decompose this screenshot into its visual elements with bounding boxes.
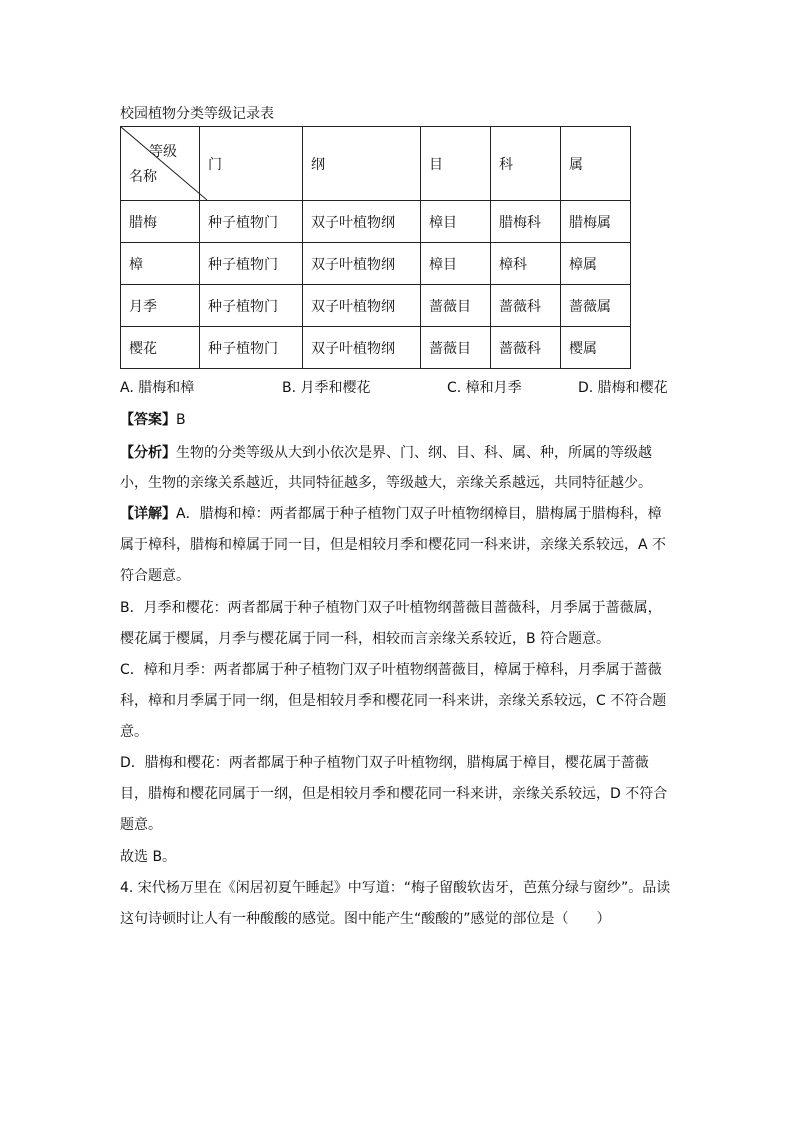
table-cell: 双子叶植物纲 [303,285,421,327]
header-genus: 属 [561,127,631,201]
detail-b-line-1: B．月季和樱花：两者都属于种子植物门双子叶植物纲蔷薇目蔷薇科，月季属于蔷薇属， [120,600,662,616]
table-cell: 蔷薇科 [491,327,561,369]
detail-a-line-1 [120,503,662,523]
analysis-text: 生物的分类等级从大到小依次是界、门、纲、目、科、属、种，所属的等级越 [176,445,652,461]
detail-c-line-1: C．樟和月季：两者都属于种子植物门双子叶植物纲蔷薇目，樟属于樟科，月季属于蔷薇 [120,662,662,678]
question-4-line-2: 这句诗顿时让人有一种酸酸的感觉。图中能产生“酸酸的”感觉的部位是（ ） [120,911,611,927]
option-c: C. 樟和月季 [447,380,522,396]
detail-c-line-3: 意。 [120,724,148,740]
option-d: D. 腊梅和樱花 [578,380,668,396]
detail-a-line-3: 符合题意。 [120,568,190,584]
corner-label-name: 名称 [129,169,157,185]
detail-d-line-2: 目，腊梅和樱花同属于一纲，但是相较月季和樱花同一科来讲，亲缘关系较远，D 不符合 [120,786,668,802]
table-caption: 校园植物分类等级记录表 [120,106,274,122]
table-row [121,285,631,327]
answer-value: B [176,412,186,428]
table-cell: 种子植物门 [200,201,303,243]
table-cell: 种子植物门 [200,327,303,369]
table-cell: 樟 [121,243,200,285]
detail-c-line-2: 科，樟和月季属于同一纲，但是相较月季和樱花同一科来讲，亲缘关系较远，C 不符合题 [120,693,667,709]
table-cell: 种子植物门 [200,285,303,327]
detail-b-line-2: 樱花属于樱属，月季与樱花属于同一科，相较而言亲缘关系较近，B 符合题意。 [120,631,611,647]
detail-a-line-2: 属于樟科，腊梅和樟属于同一目，但是相较月季和樱花同一科来讲，亲缘关系较远，A 不 [120,537,667,553]
table-cell: 腊梅属 [561,201,631,243]
table-cell: 蔷薇目 [421,285,491,327]
table-cell: 蔷薇目 [421,327,491,369]
table-row [121,201,631,243]
table-cell: 樟科 [491,243,561,285]
table-cell: 腊梅科 [491,201,561,243]
analysis-line-2: 小，生物的亲缘关系越近，共同特征越多，等级越大，亲缘关系越远，共同特征越少。 [120,475,652,491]
answer-line [120,409,186,429]
table-row [121,327,631,369]
table-cell: 蔷薇科 [491,285,561,327]
analysis-line-1 [120,442,652,462]
table-cell: 樱属 [561,327,631,369]
classification-table [120,126,631,369]
question-4-line-1: 4. 宋代杨万里在《闲居初夏午睡起》中写道：“梅子留酸软齿牙，芭蕉分绿与窗纱”。品读 [120,880,671,896]
table-cell: 樟目 [421,201,491,243]
table-cell: 双子叶植物纲 [303,243,421,285]
table-cell: 双子叶植物纲 [303,327,421,369]
detail-a-text: A．腊梅和樟：两者都属于种子植物门双子叶植物纲樟目，腊梅属于腊梅科，樟 [176,506,662,522]
corner-diagonal-line [121,127,207,200]
table-cell: 樱花 [121,327,200,369]
header-phylum: 门 [200,127,303,201]
option-b: B. 月季和樱花 [282,380,371,396]
table-cell: 樟目 [421,243,491,285]
detail-d-line-3: 题意。 [120,817,162,833]
table-cell: 种子植物门 [200,243,303,285]
table-cell: 蔷薇属 [561,285,631,327]
header-family: 科 [491,127,561,201]
table-cell: 腊梅 [121,201,200,243]
detail-d-line-1: D．腊梅和樱花：两者都属于种子植物门双子叶植物纲，腊梅属于樟目，樱花属于蔷薇 [120,755,649,771]
table-header-row [121,127,631,201]
header-order: 目 [421,127,491,201]
option-a: A. 腊梅和樟 [120,380,195,396]
corner-label-level: 等级 [149,144,177,160]
table-row [121,243,631,285]
analysis-label: 【分析】 [120,445,176,461]
detail-label: 【详解】 [120,506,176,522]
table-cell: 双子叶植物纲 [303,201,421,243]
answer-label: 【答案】 [120,412,176,428]
table-corner-cell [121,127,200,201]
header-class: 纲 [303,127,421,201]
conclusion-line: 故选 B。 [120,849,177,865]
table-cell: 樟属 [561,243,631,285]
table-cell: 月季 [121,285,200,327]
